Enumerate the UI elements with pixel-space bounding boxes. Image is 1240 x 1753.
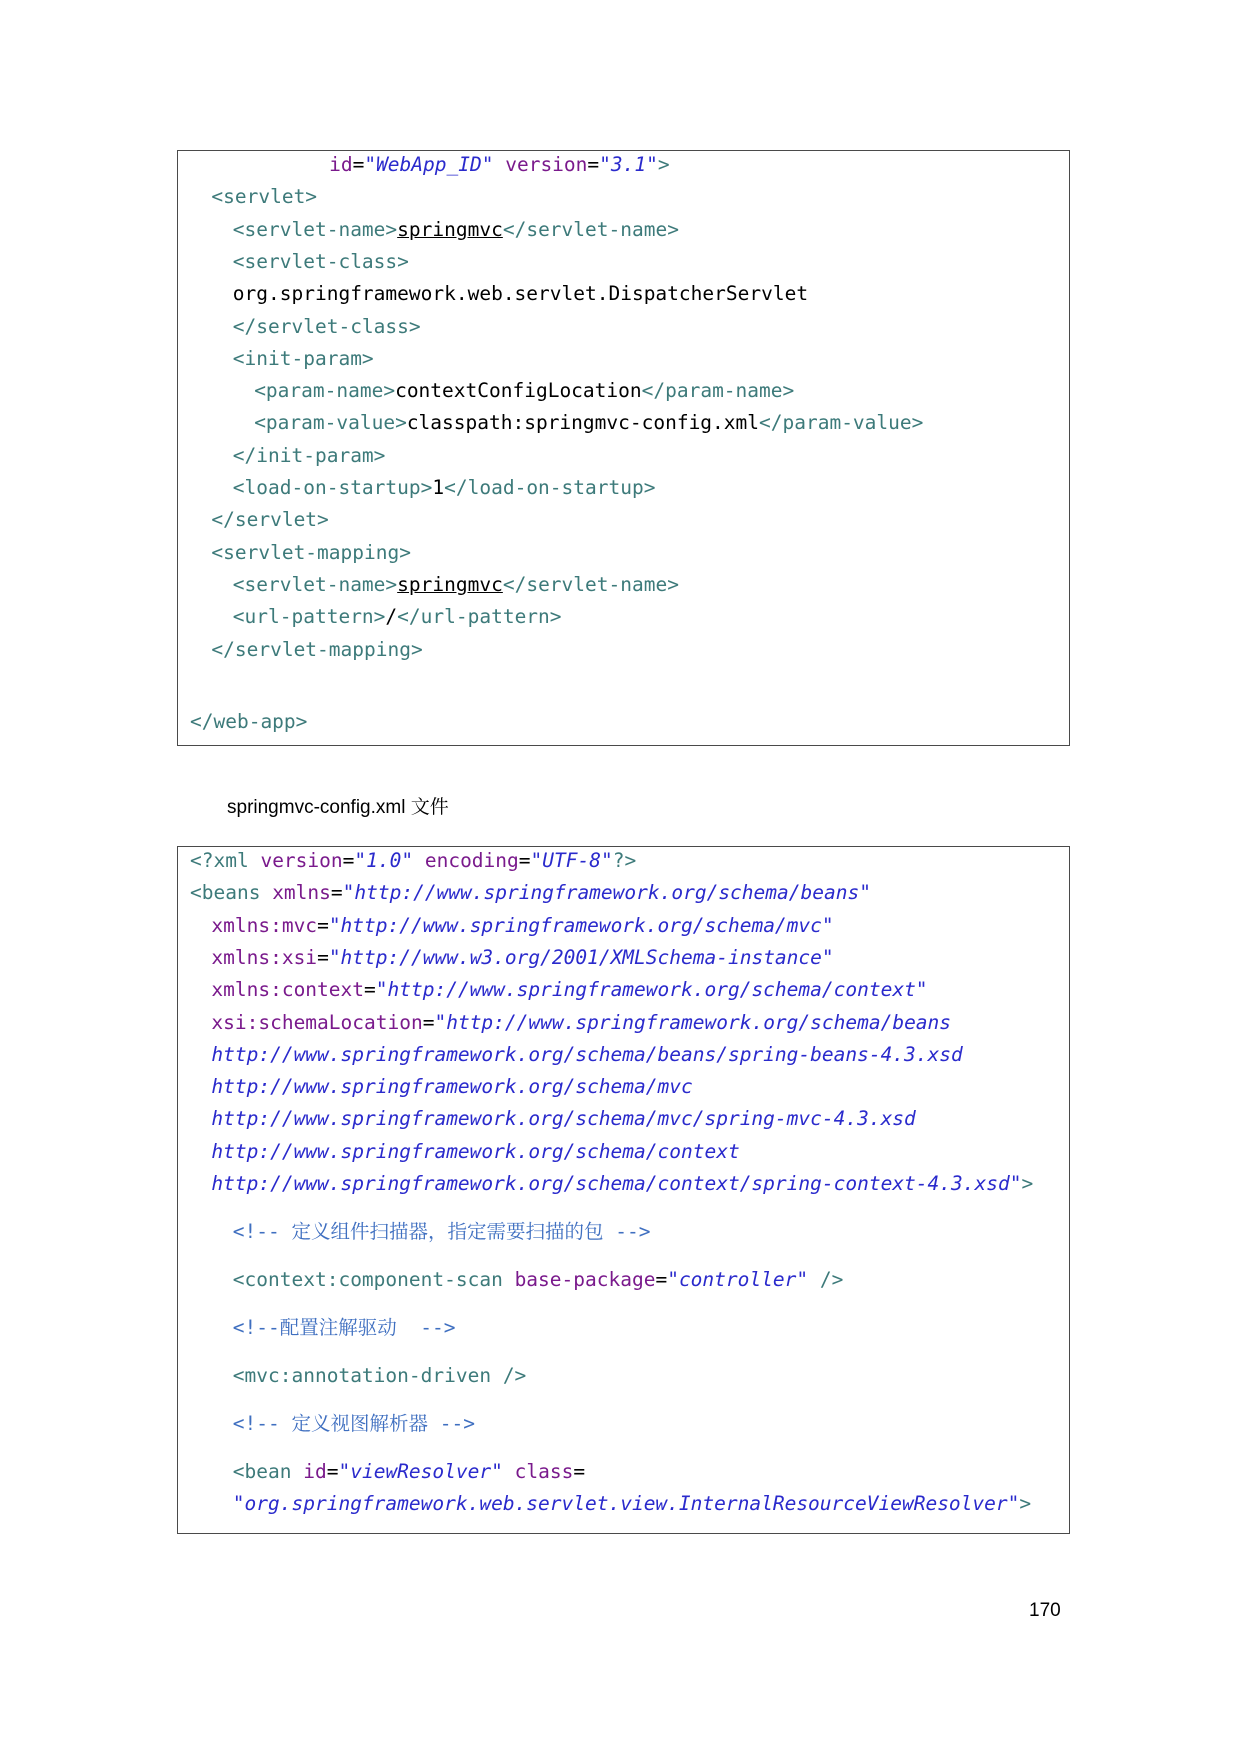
code-token: <!--配置注解驱动 --> — [232, 1316, 456, 1339]
code-token: version — [505, 153, 588, 176]
code-token: xmlns — [272, 881, 331, 905]
code-line — [190, 880, 871, 906]
code-line — [233, 475, 656, 501]
code-line — [211, 977, 927, 1003]
code-token: = — [317, 945, 329, 969]
code-line — [233, 443, 386, 469]
code-token: xmlns:xsi — [211, 945, 318, 969]
code-line — [211, 637, 422, 663]
code-line — [211, 507, 328, 533]
code-token: <param-value> — [254, 411, 407, 435]
code-token: > — [1019, 1492, 1032, 1516]
code-token: </load-on-startup> — [444, 476, 656, 499]
code-token: </param-value> — [759, 411, 924, 435]
code-token: <mvc:annotation-driven /> — [232, 1364, 527, 1387]
code-token: "controller" — [667, 1268, 809, 1291]
code-line — [233, 1315, 456, 1341]
code-line — [233, 1411, 475, 1437]
code-token: <servlet-mapping> — [211, 540, 411, 564]
code-line — [233, 572, 679, 598]
code-token: = — [352, 153, 365, 176]
springmvc-config-code-block — [177, 846, 1070, 1534]
code-token: "UTF-8" — [530, 849, 613, 872]
code-token: </servlet> — [211, 508, 329, 532]
code-token: encoding — [424, 849, 519, 872]
code-token: = — [330, 881, 343, 905]
code-line — [211, 1074, 692, 1100]
code-token: > — [1021, 1172, 1034, 1195]
code-line — [190, 709, 307, 735]
code-token: xsi:schemaLocation — [211, 1010, 423, 1034]
code-line — [233, 314, 421, 340]
code-token: "WebApp_ID" — [364, 153, 494, 176]
code-token: http://www.springframework.org/schema/context/spring-context-4.3.xsd" — [211, 1172, 1022, 1195]
code-line — [233, 1491, 1031, 1517]
code-line — [211, 540, 411, 566]
code-token: <servlet> — [211, 185, 318, 209]
code-token: <beans — [190, 881, 273, 905]
code-token: class — [514, 1460, 574, 1483]
code-token: <servlet-name> — [232, 217, 398, 241]
code-token: = — [326, 1460, 339, 1483]
code-token — [503, 1460, 515, 1483]
code-token: "http://www.springframework.org/schema/beans — [434, 1010, 952, 1034]
code-token: > — [657, 153, 670, 176]
code-line — [254, 378, 794, 404]
code-token: classpath:springmvc-config.xml — [406, 411, 760, 435]
code-token: "3.1" — [599, 153, 658, 176]
code-token: <servlet-name> — [232, 572, 398, 596]
code-token: 1 — [432, 476, 445, 499]
code-token: </servlet-class> — [232, 314, 421, 338]
code-token: springmvc — [397, 572, 503, 596]
code-line — [329, 152, 670, 178]
code-token: <?xml — [190, 849, 261, 872]
web-xml-code-block — [177, 150, 1070, 746]
code-line — [233, 249, 409, 275]
code-token: <url-pattern> — [232, 605, 386, 629]
code-line — [211, 1042, 962, 1068]
code-token: id — [329, 153, 353, 176]
code-token: <load-on-startup> — [232, 476, 433, 499]
section-caption: springmvc-config.xml 文件 — [227, 797, 449, 818]
code-token: <bean — [232, 1460, 304, 1483]
code-line — [233, 281, 808, 307]
code-line — [211, 913, 833, 939]
code-token: </url-pattern> — [397, 605, 562, 629]
code-token: http://www.springframework.org/schema/mvc/spring-mvc-4.3.xsd — [211, 1107, 916, 1131]
code-line — [211, 1106, 915, 1132]
code-token: = — [317, 913, 329, 937]
code-token: </param-name> — [641, 379, 795, 403]
code-token: "1.0" — [354, 849, 414, 872]
code-token: <!-- 定义组件扫描器，指定需要扫描的包 --> — [232, 1220, 651, 1243]
code-line — [211, 1139, 739, 1165]
code-token: </servlet-name> — [502, 217, 679, 241]
code-line — [211, 945, 833, 971]
code-token: "org.springframework.web.servlet.view.InternalResourceViewResolver" — [232, 1492, 1020, 1516]
code-line — [254, 410, 923, 436]
code-token: <context:component-scan — [232, 1268, 515, 1291]
code-token: </servlet-name> — [502, 572, 679, 596]
code-token: = — [655, 1268, 668, 1291]
code-token: http://www.springframework.org/schema/beans/spring-beans-4.3.xsd — [211, 1042, 963, 1066]
code-token: ?> — [612, 849, 637, 872]
code-token: <servlet-class> — [232, 249, 409, 273]
code-line — [233, 1363, 527, 1389]
code-token: = — [587, 153, 600, 176]
code-token: = — [518, 849, 531, 872]
code-line — [211, 1171, 1033, 1197]
code-line — [233, 1459, 585, 1485]
code-token: "http://www.springframework.org/schema/mvc" — [328, 913, 834, 937]
code-token: xmlns:mvc — [211, 913, 318, 937]
code-line — [233, 217, 679, 243]
code-token: </web-app> — [190, 709, 308, 733]
code-token: = — [573, 1460, 586, 1483]
code-token: / — [385, 605, 398, 629]
code-token: base-package — [514, 1268, 656, 1291]
code-token: = — [422, 1010, 435, 1034]
code-token: </init-param> — [232, 443, 386, 467]
code-line — [233, 1267, 844, 1293]
code-token: xmlns:context — [211, 978, 365, 1002]
code-line — [233, 604, 562, 630]
code-token: = — [364, 978, 376, 1002]
code-token — [493, 153, 505, 176]
code-token: springmvc — [397, 217, 503, 241]
code-token: "http://www.springframework.org/schema/beans" — [342, 881, 871, 905]
code-token: id — [303, 1460, 327, 1483]
code-line — [233, 1219, 651, 1245]
code-line — [233, 346, 374, 372]
page-number: 170 — [1029, 1600, 1061, 1621]
code-line — [190, 848, 636, 874]
code-token: <param-name> — [254, 379, 396, 403]
code-token: <!-- 定义视图解析器 --> — [232, 1412, 475, 1435]
code-token: "http://www.springframework.org/schema/context" — [375, 978, 928, 1002]
code-token: http://www.springframework.org/schema/mvc — [211, 1075, 693, 1099]
code-token: <init-param> — [232, 346, 374, 370]
code-token: "http://www.w3.org/2001/XMLSchema-instance" — [328, 945, 834, 969]
code-line — [211, 184, 317, 210]
code-token: </servlet-mapping> — [211, 637, 423, 661]
code-line — [211, 1010, 951, 1036]
code-token: contextConfigLocation — [395, 379, 642, 403]
code-token: version — [260, 849, 343, 872]
code-token: http://www.springframework.org/schema/context — [211, 1139, 740, 1163]
code-token: = — [342, 849, 355, 872]
code-token: "viewResolver" — [338, 1460, 503, 1483]
code-token: org.springframework.web.servlet.DispatcherServlet — [232, 282, 809, 306]
code-token — [413, 849, 425, 872]
code-token: /> — [808, 1268, 844, 1291]
